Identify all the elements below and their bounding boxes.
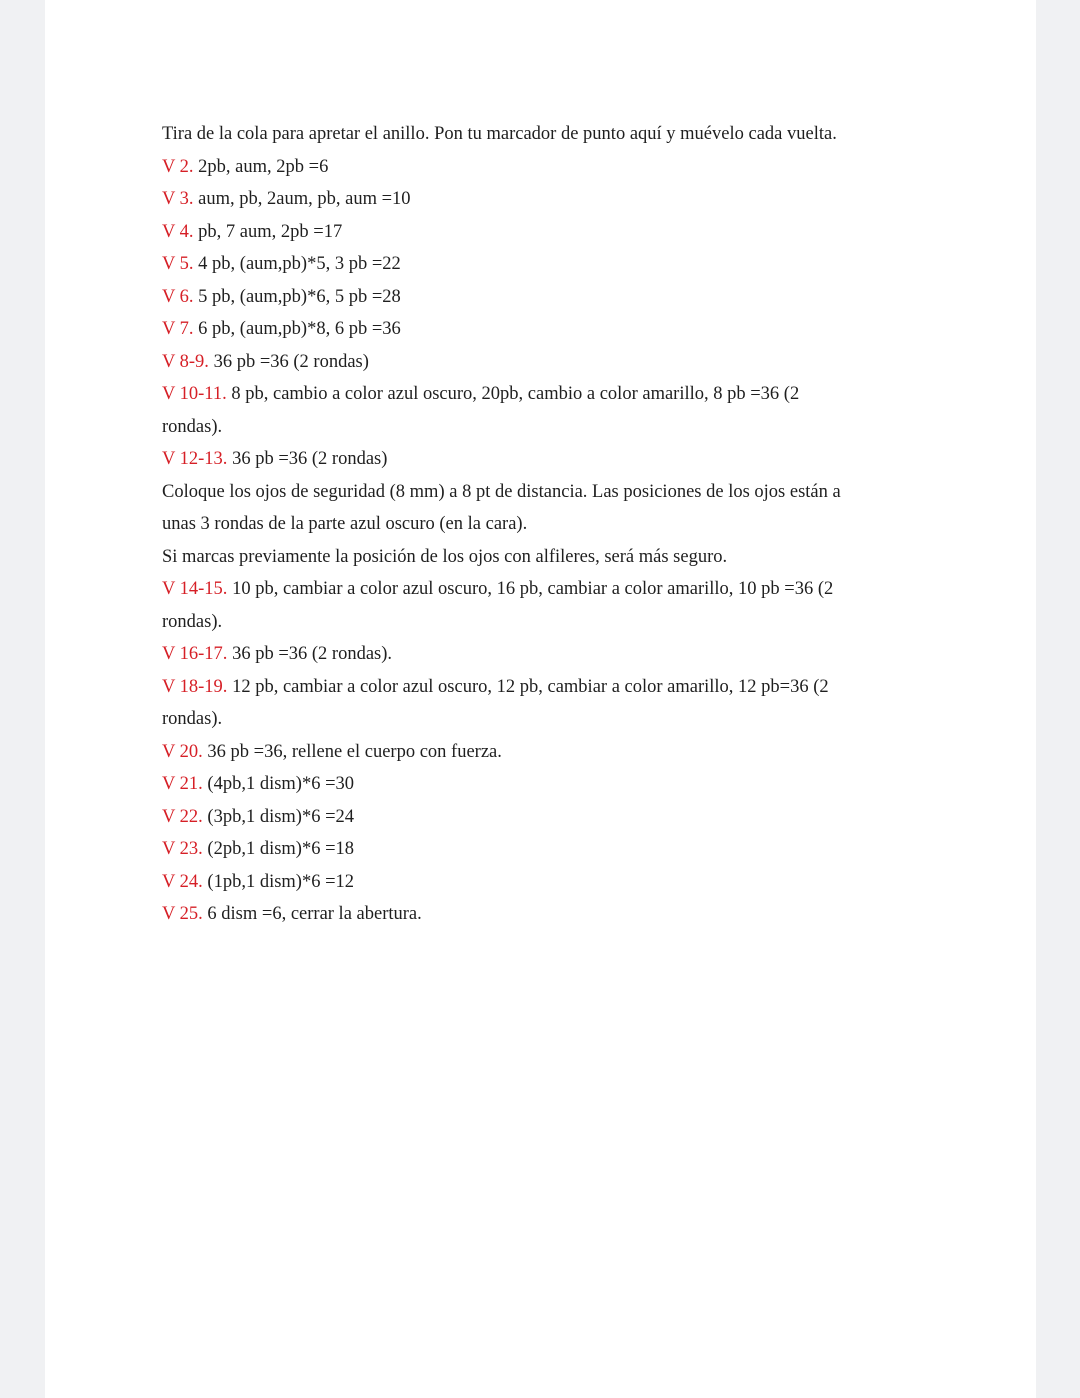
round-label: V 21. bbox=[162, 774, 203, 794]
round-label: V 10-11. bbox=[162, 384, 227, 404]
round-label: V 5. bbox=[162, 254, 194, 274]
round-label: V 7. bbox=[162, 319, 194, 339]
round-label: V 16-17. bbox=[162, 644, 228, 664]
round-label: V 14-15. bbox=[162, 579, 228, 599]
round-text: (2pb,1 dism)*6 =18 bbox=[202, 839, 355, 859]
round-line-14-15 bbox=[162, 573, 932, 606]
round-line-4 bbox=[162, 216, 932, 249]
eyes-note-line-1: Coloque los ojos de seguridad (8 mm) a 8 pt de distancia. Las posiciones de los ojos están a bbox=[162, 481, 841, 502]
round-line-12-13 bbox=[162, 443, 932, 476]
round-line-5 bbox=[162, 248, 932, 281]
round-label: V 3. bbox=[162, 189, 194, 209]
round-line-2 bbox=[162, 151, 932, 184]
round-line-7 bbox=[162, 313, 932, 346]
round-line-6 bbox=[162, 281, 932, 314]
round-label: V 12-13. bbox=[162, 449, 228, 469]
round-line-25 bbox=[162, 898, 932, 931]
round-line-18-19 bbox=[162, 671, 932, 704]
eyes-note-line-2: unas 3 rondas de la parte azul oscuro (en la cara). bbox=[162, 514, 528, 534]
round-label: V 25. bbox=[162, 904, 203, 924]
round-line-10-11 bbox=[162, 378, 932, 411]
round-text: 36 pb =36, rellene el cuerpo con fuerza. bbox=[202, 741, 502, 762]
round-line-18-19-cont: rondas). bbox=[162, 709, 223, 729]
pattern-text bbox=[162, 118, 932, 931]
round-label: V 24. bbox=[162, 871, 203, 892]
round-line-16-17 bbox=[162, 638, 932, 671]
round-label: V 20. bbox=[162, 741, 203, 762]
round-line-3 bbox=[162, 183, 932, 216]
round-line-23 bbox=[162, 833, 932, 866]
round-text: 36 pb =36 (2 rondas) bbox=[227, 449, 388, 469]
round-text: (3pb,1 dism)*6 =24 bbox=[202, 806, 355, 827]
round-text: 8 pb, cambio a color azul oscuro, 20pb, cambio a color amarillo, 8 pb =36 (2 bbox=[226, 384, 800, 404]
round-line-22 bbox=[162, 801, 932, 834]
round-text: pb, 7 aum, 2pb =17 bbox=[193, 221, 343, 242]
round-text: aum, pb, 2aum, pb, aum =10 bbox=[193, 189, 411, 209]
round-text: 2pb, aum, 2pb =6 bbox=[193, 156, 329, 177]
round-text: (1pb,1 dism)*6 =12 bbox=[202, 871, 355, 892]
round-line-10-11-cont: rondas). bbox=[162, 416, 223, 437]
round-text: 6 dism =6, cerrar la abertura. bbox=[202, 904, 422, 924]
round-line-21 bbox=[162, 768, 932, 801]
round-line-20 bbox=[162, 736, 932, 769]
round-text: 36 pb =36 (2 rondas) bbox=[208, 351, 369, 372]
round-text: 36 pb =36 (2 rondas). bbox=[227, 644, 393, 664]
round-label: V 8-9. bbox=[162, 351, 209, 372]
round-text: 12 pb, cambiar a color azul oscuro, 12 pb, cambiar a color amarillo, 12 pb=36 (2 bbox=[227, 676, 829, 697]
round-line-14-15-cont: rondas). bbox=[162, 611, 223, 632]
round-label: V 4. bbox=[162, 221, 194, 242]
round-line-8-9 bbox=[162, 346, 932, 379]
round-text: (4pb,1 dism)*6 =30 bbox=[202, 774, 355, 794]
round-label: V 6. bbox=[162, 286, 194, 307]
round-text: 4 pb, (aum,pb)*5, 3 pb =22 bbox=[193, 254, 401, 274]
document-page[interactable] bbox=[45, 0, 1036, 1398]
round-text: 10 pb, cambiar a color azul oscuro, 16 pb, cambiar a color amarillo, 10 pb =36 (2 bbox=[227, 579, 834, 599]
round-label: V 22. bbox=[162, 806, 203, 827]
intro-line: Tira de la cola para apretar el anillo. Pon tu marcador de punto aquí y muévelo cada vuelta. bbox=[162, 124, 837, 144]
round-text: 6 pb, (aum,pb)*8, 6 pb =36 bbox=[193, 319, 401, 339]
round-label: V 2. bbox=[162, 156, 194, 177]
round-label: V 23. bbox=[162, 839, 203, 859]
round-label: V 18-19. bbox=[162, 676, 228, 697]
round-text: 5 pb, (aum,pb)*6, 5 pb =28 bbox=[193, 286, 401, 307]
pins-note-line: Si marcas previamente la posición de los ojos con alfileres, será más seguro. bbox=[162, 546, 728, 567]
round-line-24 bbox=[162, 866, 932, 899]
